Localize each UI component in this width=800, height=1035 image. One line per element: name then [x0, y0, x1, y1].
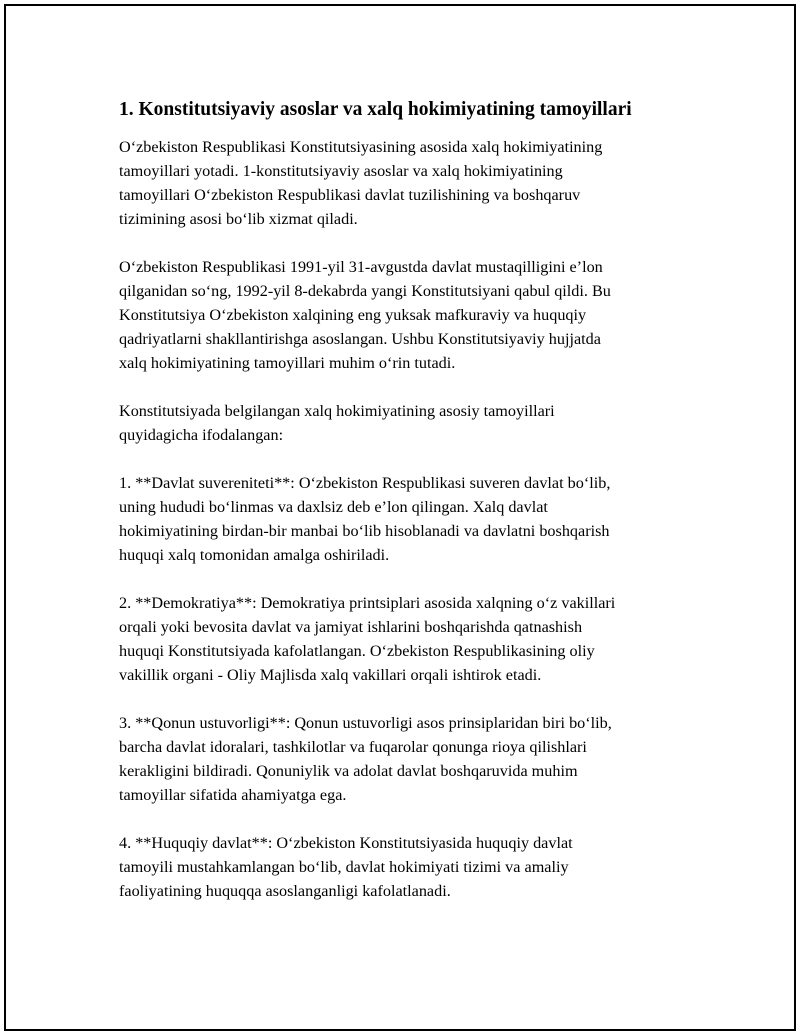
document-title: 1. Konstitutsiyaviy asoslar va xalq hokimiyatining tamoyillari	[119, 99, 632, 120]
paragraph-line: faoliyatining huquqqa asoslanganligi kafolatlanadi.	[119, 882, 451, 900]
paragraph-line: Konstitutsiya O‘zbekiston xalqining eng yuksak mafkuraviy va huquqiy	[119, 306, 587, 324]
paragraph-line: uning hududi bo‘linmas va daxlsiz deb e’lon qilingan. Xalq davlat	[119, 498, 548, 516]
paragraph-line: qilganidan so‘ng, 1992-yil 8-dekabrda yangi Konstitutsiyani qabul qildi. Bu	[119, 282, 611, 300]
paragraph-line: vakillik organi - Oliy Majlisda xalq vakillari orqali ishtirok etadi.	[119, 666, 542, 684]
paragraph-line: tizimining asosi bo‘lib xizmat qiladi.	[119, 210, 358, 228]
paragraph	[119, 399, 694, 447]
paragraph-line: kerakligini bildiradi. Qonuniylik va adolat davlat boshqaruvida muhim	[119, 762, 578, 780]
paragraph	[119, 255, 694, 375]
paragraph-line: Konstitutsiyada belgilangan xalq hokimiyatining asosiy tamoyillari	[119, 402, 555, 420]
paragraph	[119, 711, 694, 807]
paragraph	[119, 591, 694, 687]
paragraph	[119, 135, 694, 231]
paragraph-line: huquqi xalq tomonidan amalga oshiriladi.	[119, 546, 390, 564]
paragraph-list	[119, 135, 694, 903]
paragraph-line: tamoyillari O‘zbekiston Respublikasi davlat tuzilishining va boshqaruv	[119, 186, 581, 204]
document-body	[119, 98, 694, 927]
page-frame	[4, 4, 796, 1031]
paragraph-line: 2. **Demokratiya**: Demokratiya printsiplari asosida xalqning o‘z vakillari	[119, 594, 616, 612]
paragraph	[119, 831, 694, 903]
paragraph-line: hokimiyatining birdan-bir manbai bo‘lib hisoblanadi va davlatni boshqarish	[119, 522, 610, 540]
paragraph	[119, 471, 694, 567]
paragraph-line: O‘zbekiston Respublikasi Konstitutsiyasining asosida xalq hokimiyatining	[119, 138, 603, 156]
paragraph-line: tamoyillari yotadi. 1-konstitutsiyaviy asoslar va xalq hokimiyatining	[119, 162, 563, 180]
paragraph-line: barcha davlat idoralari, tashkilotlar va fuqarolar qonunga rioya qilishlari	[119, 738, 587, 756]
paragraph-line: orqali yoki bevosita davlat va jamiyat ishlarini boshqarishda qatnashish	[119, 618, 583, 636]
paragraph-line: quyidagicha ifodalangan:	[119, 426, 284, 444]
paragraph-line: 1. **Davlat suvereniteti**: O‘zbekiston Respublikasi suveren davlat bo‘lib,	[119, 474, 611, 492]
paragraph-line: xalq hokimiyatining tamoyillari muhim o‘rin tutadi.	[119, 354, 456, 372]
paragraph-line: tamoyillar sifatida ahamiyatga ega.	[119, 786, 347, 804]
paragraph-line: O‘zbekiston Respublikasi 1991-yil 31-avgustda davlat mustaqilligini e’lon	[119, 258, 603, 276]
paragraph-line: qadriyatlarni shakllantirishga asoslangan. Ushbu Konstitutsiyaviy hujjatda	[119, 330, 601, 348]
paragraph-line: huquqi Konstitutsiyada kafolatlangan. O‘zbekiston Respublikasining oliy	[119, 642, 595, 660]
paragraph-line: tamoyili mustahkamlangan bo‘lib, davlat hokimiyati tizimi va amaliy	[119, 858, 569, 876]
paragraph-line: 4. **Huquqiy davlat**: O‘zbekiston Konstitutsiyasida huquqiy davlat	[119, 834, 573, 852]
paragraph-line: 3. **Qonun ustuvorligi**: Qonun ustuvorligi asos prinsiplaridan biri bo‘lib,	[119, 714, 612, 732]
